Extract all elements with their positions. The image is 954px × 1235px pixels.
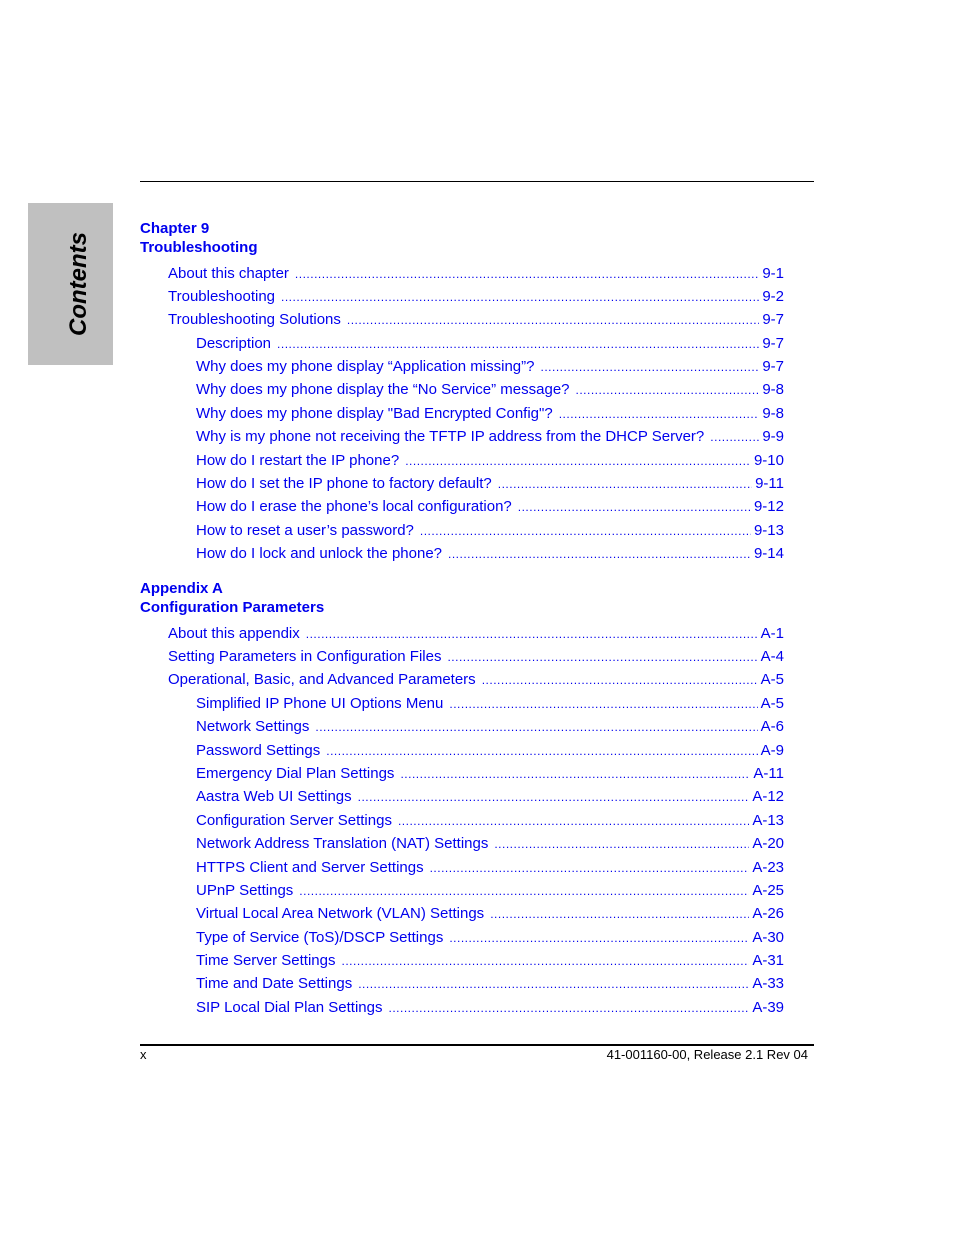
toc-entry-sip-local-dial-plan[interactable]: SIP Local Dial Plan Settings ..... A-39 — [196, 999, 784, 1017]
toc-entry-config-server-settings[interactable]: Configuration Server Settings ..... A-13 — [196, 812, 784, 830]
toc-entry-web-ui-settings[interactable]: Aastra Web UI Settings ..... A-12 — [196, 788, 784, 806]
bottom-divider — [140, 1044, 814, 1046]
toc-entry-password-settings[interactable]: Password Settings ..... A-9 — [196, 742, 784, 760]
toc-entry-operational-parameters[interactable]: Operational, Basic, and Advanced Parameters ..... A-5 — [168, 671, 784, 689]
toc-entry-network-settings[interactable]: Network Settings ..... A-6 — [196, 718, 784, 736]
toc-entry-troubleshooting-solutions[interactable]: Troubleshooting Solutions ..... 9-7 — [168, 311, 784, 329]
toc-entry-time-server-settings[interactable]: Time Server Settings ..... A-31 — [196, 952, 784, 970]
dot-leader — [389, 999, 750, 1017]
toc-entry-erase-local-config[interactable]: How do I erase the phone’s local configuration? ..... 9-12 — [196, 498, 784, 516]
dot-leader — [449, 695, 757, 713]
dot-leader — [518, 498, 751, 516]
dot-leader — [494, 835, 749, 853]
toc-entry-reset-password[interactable]: How to reset a user’s password? ..... 9-13 — [196, 522, 784, 540]
dot-leader — [358, 975, 749, 993]
dot-leader — [420, 522, 751, 540]
toc-entry-https-settings[interactable]: HTTPS Client and Server Settings ..... A-23 — [196, 859, 784, 877]
toc-entry-about-this-appendix[interactable]: About this appendix ..... A-1 — [168, 625, 784, 643]
footer-page-number: x — [140, 1047, 147, 1062]
dot-leader — [281, 288, 759, 306]
toc-entry-troubleshooting[interactable]: Troubleshooting ..... 9-2 — [168, 288, 784, 306]
dot-leader — [482, 671, 758, 689]
toc-entry-tos-dscp-settings[interactable]: Type of Service (ToS)/DSCP Settings ..... A-30 — [196, 929, 784, 947]
dot-leader — [306, 625, 758, 643]
toc-entry-tftp-ip-address[interactable]: Why is my phone not receiving the TFTP IP address from the DHCP Server? ..... 9-9 — [196, 428, 784, 446]
dot-leader — [342, 952, 750, 970]
dot-leader — [448, 545, 751, 563]
toc-entry-about-this-chapter[interactable]: About this chapter ..... 9-1 — [168, 265, 784, 283]
toc-entry-ui-options-menu[interactable]: Simplified IP Phone UI Options Menu ..... A-5 — [196, 695, 784, 713]
top-divider — [140, 181, 814, 182]
dot-leader — [400, 765, 750, 783]
dot-leader — [490, 905, 749, 923]
dot-leader — [398, 812, 749, 830]
toc-entry-description[interactable]: Description ..... 9-7 — [196, 335, 784, 353]
chapter-9-number[interactable]: Chapter 9 — [140, 220, 210, 237]
appendix-a-title[interactable]: Configuration Parameters — [140, 599, 325, 616]
toc-entry-restart-phone[interactable]: How do I restart the IP phone? ..... 9-10 — [196, 452, 784, 470]
footer-document-id: 41-001160-00, Release 2.1 Rev 04 — [606, 1047, 808, 1062]
chapter-9-title[interactable]: Troubleshooting — [140, 239, 258, 256]
dot-leader — [405, 452, 751, 470]
toc-entry-setting-parameters[interactable]: Setting Parameters in Configuration Files ..... A-4 — [168, 648, 784, 666]
dot-leader — [295, 265, 759, 283]
dot-leader — [315, 718, 757, 736]
dot-leader — [541, 358, 760, 376]
toc-entry-factory-default[interactable]: How do I set the IP phone to factory default? ..... 9-11 — [196, 475, 784, 493]
dot-leader — [277, 335, 759, 353]
dot-leader — [710, 428, 759, 446]
dot-leader — [430, 859, 750, 877]
dot-leader — [449, 929, 749, 947]
dot-leader — [358, 788, 750, 806]
appendix-a-number[interactable]: Appendix A — [140, 580, 223, 597]
toc-entry-emergency-dial-plan[interactable]: Emergency Dial Plan Settings ..... A-11 — [196, 765, 784, 783]
dot-leader — [559, 405, 760, 423]
dot-leader — [576, 381, 760, 399]
toc-entry-upnp-settings[interactable]: UPnP Settings ..... A-25 — [196, 882, 784, 900]
dot-leader — [299, 882, 749, 900]
dot-leader — [326, 742, 757, 760]
toc-entry-no-service-message[interactable]: Why does my phone display the “No Service” message? ..... 9-8 — [196, 381, 784, 399]
toc-entry-vlan-settings[interactable]: Virtual Local Area Network (VLAN) Settings ..... A-26 — [196, 905, 784, 923]
toc-entry-nat-settings[interactable]: Network Address Translation (NAT) Settings ..... A-20 — [196, 835, 784, 853]
dot-leader — [498, 475, 752, 493]
dot-leader — [347, 311, 759, 329]
dot-leader — [447, 648, 757, 666]
toc-entry-application-missing[interactable]: Why does my phone display “Application missing”? ..... 9-7 — [196, 358, 784, 376]
toc-entry-time-date-settings[interactable]: Time and Date Settings ..... A-33 — [196, 975, 784, 993]
toc-entry-lock-unlock[interactable]: How do I lock and unlock the phone? ..... 9-14 — [196, 545, 784, 563]
contents-side-tab-label: Contents — [65, 232, 92, 336]
toc-entry-bad-encrypted-config[interactable]: Why does my phone display "Bad Encrypted Config"? ..... 9-8 — [196, 405, 784, 423]
